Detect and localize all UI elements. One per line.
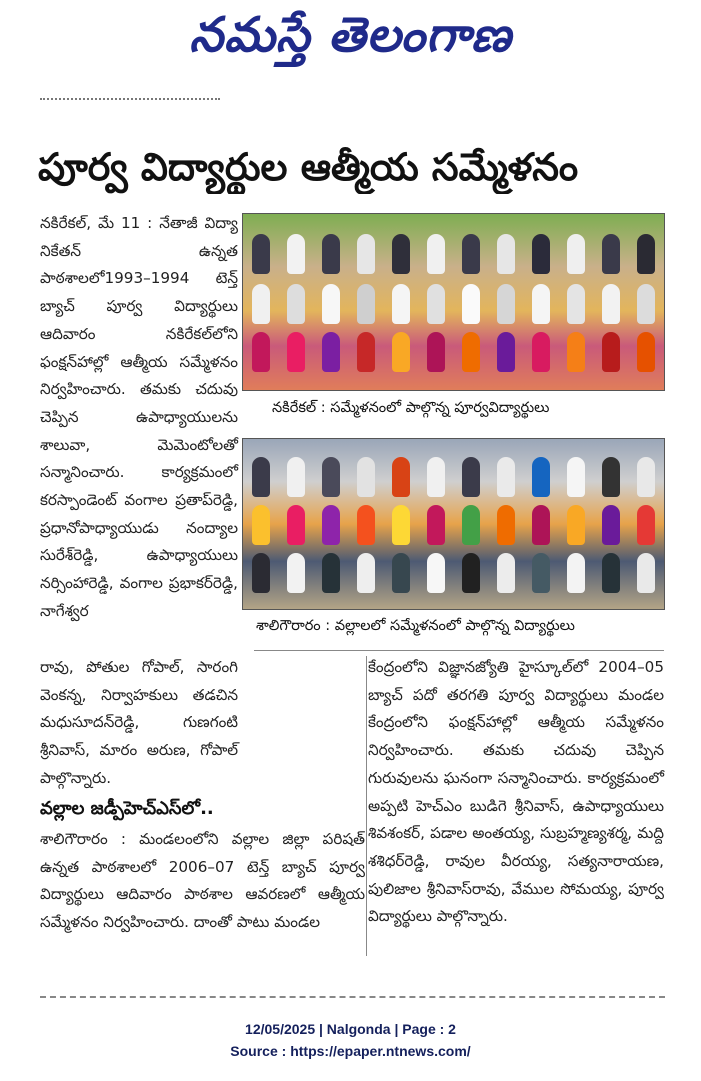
- article-paragraph: కేంద్రంలోని విజ్ఞానజ్యోతి హైస్కూల్‌లో 2004–05 బ్యాచ్ పదో తరగతి పూర్వ విద్యార్థులు మండల కేంద్రంలోని ఫంక్షన్‌హాల్లో ఆత్మీయ సమ్మేళనం నిర్వహించారు. తమకు చదువు చెప్పిన గురువులను ఘనంగా సన్మానించారు. కార్యక్రమంలో అప్పటి హెచ్‌ఎం బుడిగె శ్రీనివాస్, ఉపాధ్యాయులు శివశంకర్, పడాల అంతయ్య, సుబ్రహ్మణ్యశర్మ, మద్ది శశిధర్‌రెడ్డి, రావుల వీరయ్య, సత్యనారాయణ, పులిజాల శ్రీనివాస్‌రావు, వేముల సోమయ్య, పూర్వ విద్యార్థులు పాల్గొన్నారు.: [368, 658, 664, 926]
- article-paragraph: శాలిగౌరారం : మండలంలోని వల్లాల జిల్లా పరిషత్ ఉన్నత పాఠశాలలో 2006–07 టెన్త్ బ్యాచ్ పూర్వ విద్యార్థులు ఆదివారం పాఠశాల ఆవరణలో ఆత్మీయ సమ్మేళనం నిర్వహించారు. దాంతో పాటు మండల: [40, 830, 365, 932]
- cut-line-bottom: [40, 996, 665, 1004]
- photo-caption-nakirekal: నకిరేకల్ : సమ్మేళనంలో పాల్గొన్న పూర్వవిద్యార్థులు: [272, 400, 550, 416]
- article-paragraph: నకిరేకల్, మే 11 : నేతాజీ విద్యా నికేతన్ ఉన్నత పాఠశాలలో1993–1994 టెన్త్ బ్యాచ్ పూర్వ విద్యార్థులు ఆదివారం నకిరేకల్‌లోని ఫంక్షన్‌హాల్లో ఆత్మీయ సమ్మేళనం నిర్వహించారు. తమకు చదువు చెప్పిన ఉపాధ్యాయులను శాలువా, మెమెంటోలతో సన్మానించారు. కార్యక్రమంలో కరస్పాండెంట్ వంగాల ప్రతాప్‌రెడ్డి, ప్రధానోపాధ్యాయుడు నంద్యాల సురేశ్‌రెడ్డి, ఉపాధ్యాయులు నర్సింహారెడ్డి, వంగాల ప్రభాకర్‌రెడ్డి, నాగేశ్వర: [40, 214, 238, 620]
- article-bottom-left: [40, 826, 365, 937]
- article-subhead: వల్లాల జడ్పీహెచ్‌ఎస్‌లో..: [40, 798, 214, 819]
- source-footer: [0, 1018, 701, 1062]
- article-left-column: [40, 210, 238, 626]
- photo-caption-shaligouraram: శాలిగౌరారం : వల్లాలలో సమ్మేళనంలో పాల్గొన్న విద్యార్థులు: [256, 618, 575, 634]
- article-paragraph: రావు, పోతుల గోపాల్, సారంగి వెంకన్న, నిర్వాహకులు తడచిన మధుసూదన్‌రెడ్డి, గుణగంటి శ్రీనివాస్, మారం అరుణ, గోపాల్ పాల్గొన్నారు.: [40, 658, 238, 787]
- cut-line: [40, 98, 220, 106]
- article-headline: పూర్వ విద్యార్థుల ఆత్మీయ సమ్మేళనం: [38, 145, 579, 189]
- article-left-continued: [40, 654, 238, 793]
- photo-nakirekal: [242, 213, 665, 391]
- article-right-column: [368, 654, 664, 931]
- column-divider-vertical: [366, 656, 367, 956]
- masthead-title: నమస్తే తెలంగాణ: [189, 7, 512, 63]
- footer-source-line: Source : https://epaper.ntnews.com/: [230, 1043, 471, 1059]
- photo-shaligouraram: [242, 438, 665, 610]
- column-divider-horizontal: [254, 650, 664, 651]
- newspaper-masthead: [0, 6, 701, 76]
- footer-date-line: 12/05/2025 | Nalgonda | Page : 2: [245, 1021, 456, 1037]
